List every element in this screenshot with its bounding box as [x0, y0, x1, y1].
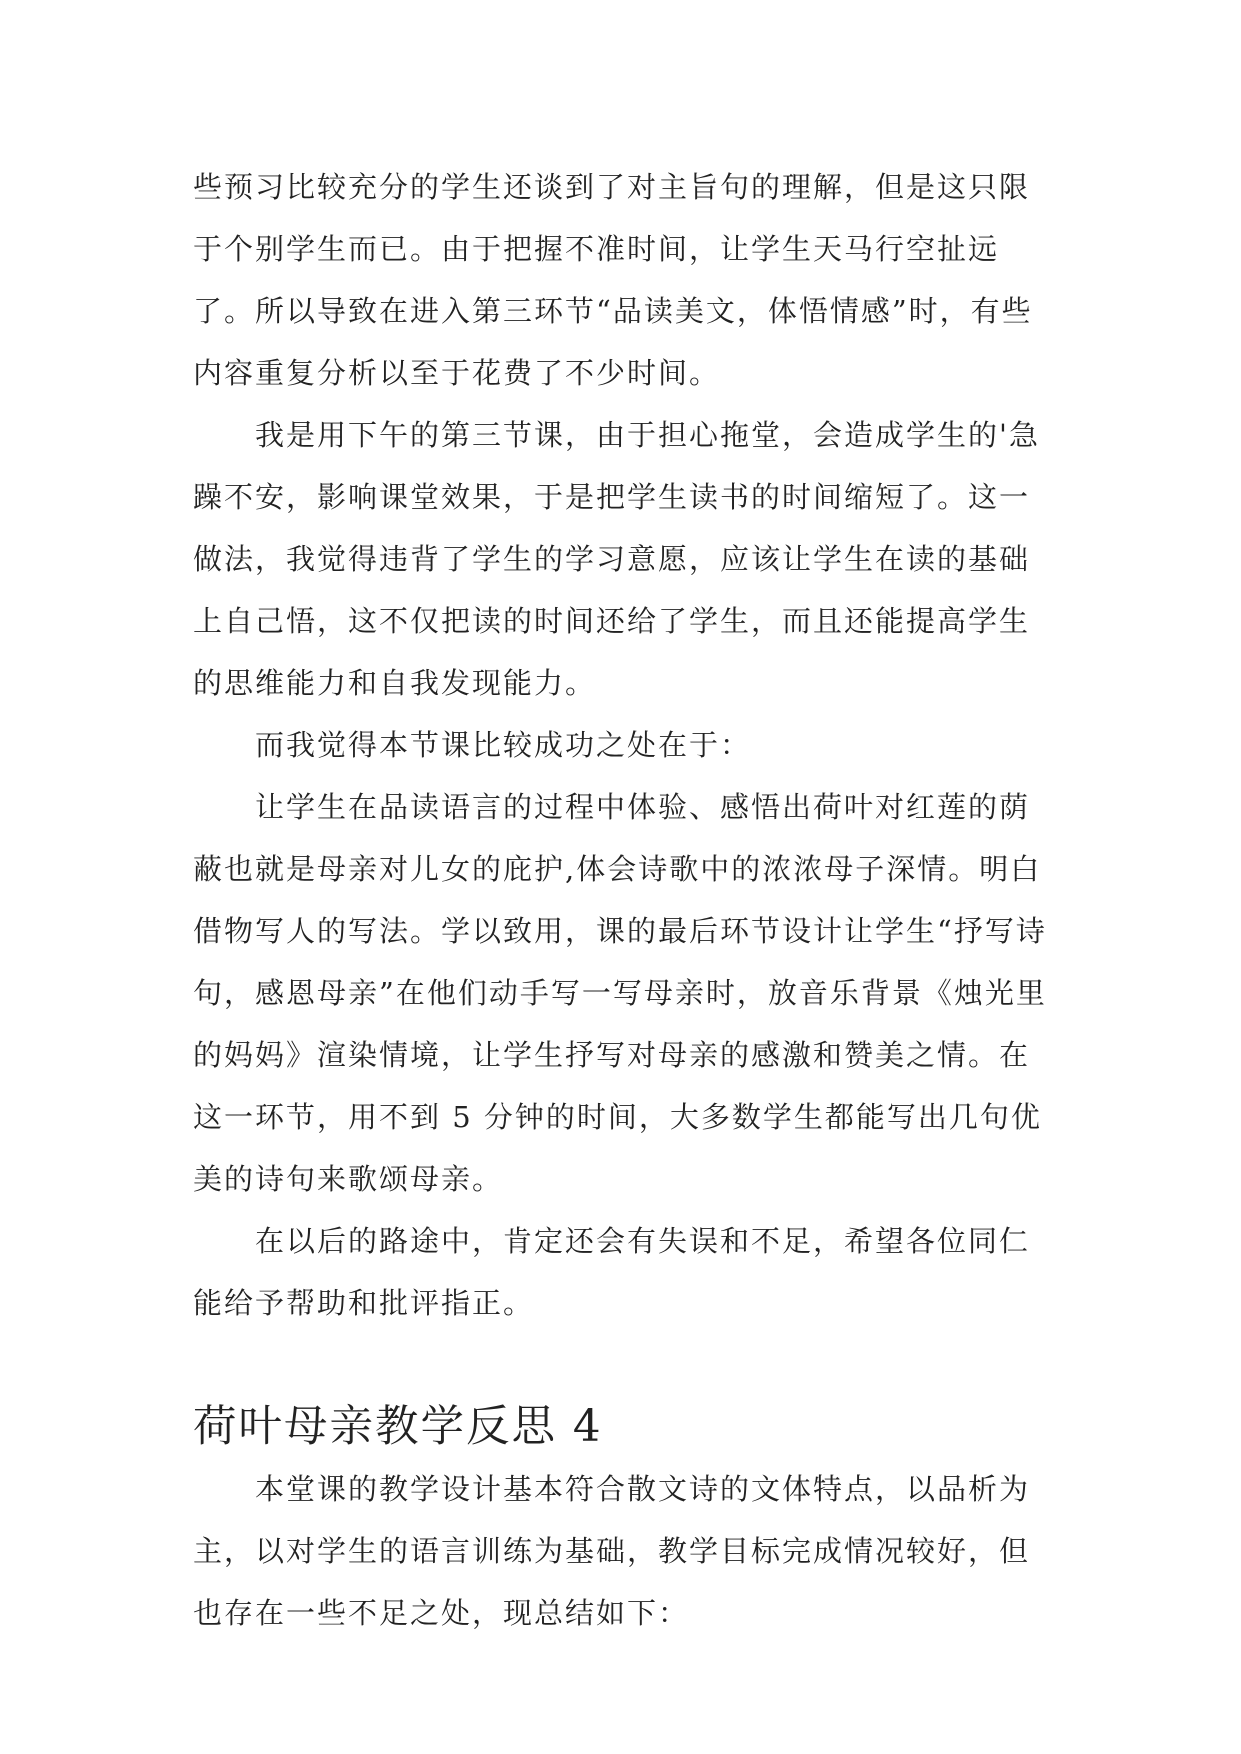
document-body	[193, 156, 1053, 1644]
paragraph-4: 让学生在品读语言的过程中体验、感悟出荷叶对红莲的荫蔽也就是母亲对儿女的庇护,体会诗歌中的浓浓母子深情。明白借物写人的写法。学以致用，课的最后环节设计让学生“抒写诗句，感恩母亲”在他们动手写一写母亲时，放音乐背景《烛光里的妈妈》渲染情境，让学生抒写对母亲的感激和赞美之情。在这一环节，用不到 5 分钟的时间，大多数学生都能写出几句优美的诗句来歌颂母亲。	[193, 790, 1047, 1196]
paragraph-6: 本堂课的教学设计基本符合散文诗的文体特点，以品析为主，以对学生的语言训练为基础，教学目标完成情况较好，但也存在一些不足之处，现总结如下：	[193, 1472, 1031, 1630]
paragraph-3: 而我觉得本节课比较成功之处在于：	[255, 728, 752, 762]
section-title: 荷叶母亲教学反思 4	[193, 1402, 603, 1452]
paragraph-5: 在以后的路途中，肯定还会有失误和不足，希望各位同仁能给予帮助和批评指正。	[193, 1224, 1031, 1320]
paragraph-2: 我是用下午的第三节课，由于担心拖堂，会造成学生的'急躁不安，影响课堂效果，于是把学生读书的时间缩短了。这一做法，我觉得违背了学生的学习意愿，应该让学生在读的基础上自己悟，这不仅把读的时间还给了学生，而且还能提高学生的思维能力和自我发现能力。	[193, 418, 1040, 700]
paragraph-1: 些预习比较充分的学生还谈到了对主旨句的理解，但是这只限于个别学生而已。由于把握不准时间，让学生天马行空扯远了。所以导致在进入第三环节“品读美文，体悟情感”时，有些内容重复分析以至于花费了不少时间。	[193, 170, 1033, 390]
